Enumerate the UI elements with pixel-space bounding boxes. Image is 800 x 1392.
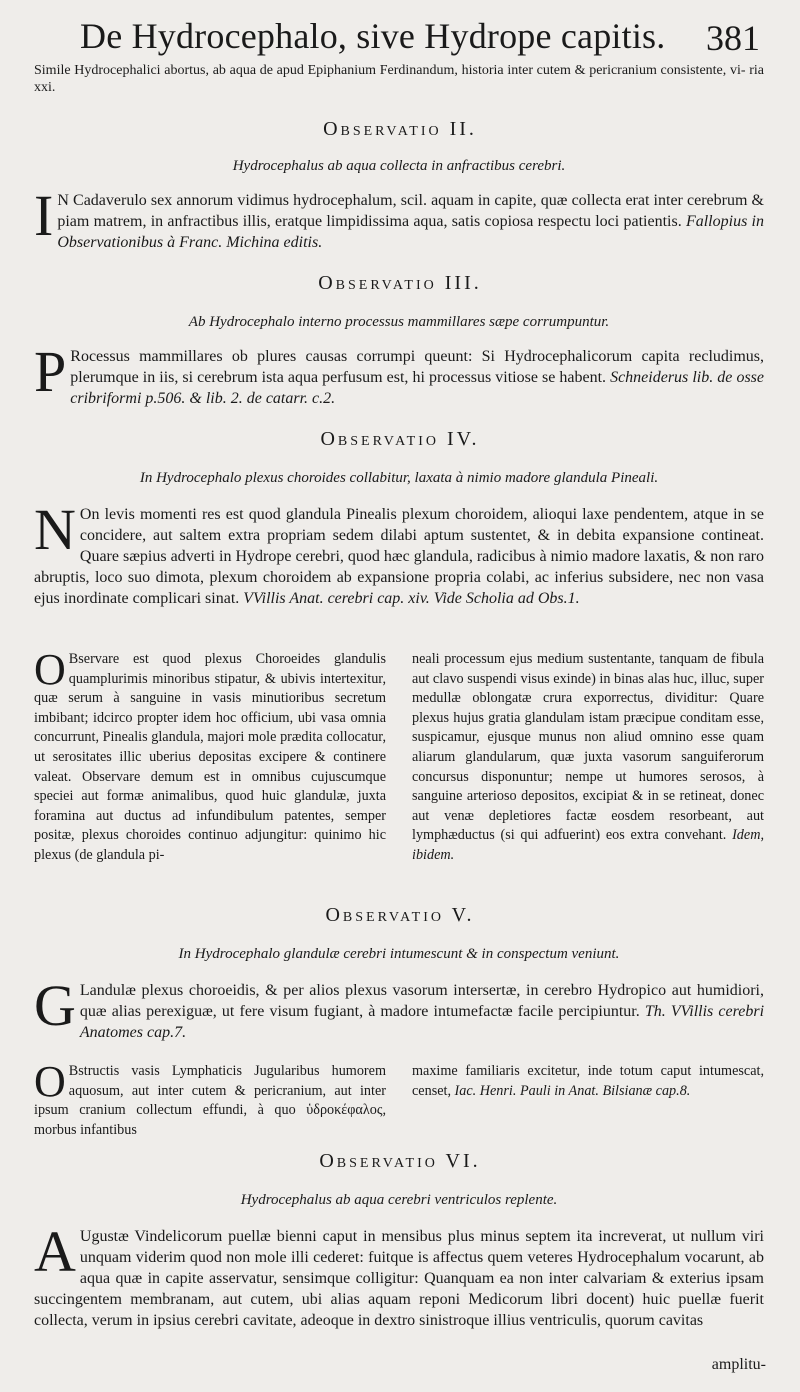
scholia-column-left bbox=[34, 645, 386, 866]
observatio-6-subtitle: Hydrocephalus ab aqua cerebri ventriculos replente. bbox=[240, 1192, 558, 1208]
observatio-4-paragraph bbox=[34, 497, 764, 609]
drop-cap: G bbox=[34, 973, 76, 1038]
running-title: De Hydrocephalo, sive Hydrope capitis. bbox=[80, 16, 666, 56]
observatio-5-scholia bbox=[34, 1057, 764, 1140]
observatio-5-paragraph bbox=[34, 973, 765, 1043]
drop-cap: O bbox=[34, 1057, 66, 1106]
citation: VVillis Anat. cerebri cap. xiv. Vide Scholia ad Obs.1. bbox=[243, 590, 580, 607]
catchword: amplitu- bbox=[711, 1356, 766, 1373]
drop-cap: O bbox=[34, 645, 66, 694]
scholia-column-left bbox=[34, 1057, 386, 1140]
page-number: 381 bbox=[706, 18, 760, 58]
paragraph-text: On levis momenti res est quod glandula Pinealis plexum choroidem, alioqui laxe pendentem, atque in se concidere, aut saltem extra propriam sedem dilabi aptum sustentet, & in debita expansione contineat. Quare sæpius adverti in Hydrope cerebri, quod hæc glandula, radicibus à nimio madore laxatis, & non raro abruptis, loco suo dimota, plexum choroidem ab expansione propria colabi, ac inferius subsidere, nec non vasa ejus inordinate complicari sinat. bbox=[34, 506, 764, 607]
observatio-3-paragraph bbox=[34, 339, 765, 409]
observatio-2-subtitle: Hydrocephalus ab aqua collecta in anfractibus cerebri. bbox=[232, 158, 566, 174]
paragraph-text: Ugustæ Vindelicorum puellæ bienni caput in mensibus plus minus septem ita increverat, ut nullum viri unquam viderim quod non mole illi cederet: fuitque is affectus quem veteres Hydrocephalum vocarunt, ab aqua quæ in capite asservatur, sensimque colligitur: Quanquam ea non inter calvariam & exterius ipsam succingentem membranam, aut cutem, ubi alias aquam reponi Medicorum libri docent) huic puellæ fuerit collecta, verum in ipsius cerebri cavitate, adeoque in dextro sinistroque illius ventriculis, quorum cavitas bbox=[34, 1228, 764, 1329]
citation: Idem, ibidem. bbox=[412, 827, 764, 863]
drop-cap: N bbox=[34, 497, 76, 562]
observatio-5-subtitle: In Hydrocephalo glandulæ cerebri intumescunt & in conspectum veniunt. bbox=[178, 946, 620, 962]
observatio-4-scholia bbox=[34, 645, 764, 866]
page-header bbox=[40, 10, 760, 62]
prelude-text: Simile Hydrocephalici abortus, ab aqua de apud Epiphanium Ferdinandum, historia inter cutem & pericranium consistente, vi- ria xxi. bbox=[34, 63, 764, 95]
scholia-column-right bbox=[412, 1062, 764, 1140]
citation: Iac. Henri. Pauli in Anat. Bilsianæ cap.8. bbox=[454, 1082, 691, 1099]
paragraph-text: N Cadaverulo sex annorum vidimus hydrocephalum, scil. aquam in capite, quæ collecta erat inter cerebrum & piam matrem, in anfractibus illis, eratque limpidissima aqua, satis copiosa respectu loci patientis. bbox=[57, 192, 764, 230]
observatio-3-heading: Observatio III. bbox=[318, 272, 482, 294]
drop-cap: A bbox=[34, 1219, 76, 1284]
observatio-6-paragraph bbox=[34, 1219, 764, 1331]
citation: Fallopius in Observationibus à Franc. Michina editis. bbox=[57, 213, 764, 251]
scholia-text: Bservare est quod plexus Choroeides glandulis quamplurimis minoribus stipatur, & ubivis intertexitur, quæ serum à sanguine in vasis minutioribus secretum imbibant; idcirco propter idem hoc officium, ubi vasa omnia concurrunt, Pinealis glandula, majori mole prædita collocatur, ut serositates illic uberius depositas excipere & continere valeat. Observare demum est in omnibus cujuscumque speciei aut formæ animalibus, quod huic glandulæ, juxta foramina aut ductus ad infundibulum patentes, semper positæ, plexus choroides continuo adjungitur: quinimo hic plexus (de glandula pi- bbox=[34, 651, 386, 863]
observatio-4-subtitle: In Hydrocephalo plexus choroides collabitur, laxata à nimio madore glandula Pineali. bbox=[139, 470, 659, 486]
observatio-2-paragraph bbox=[34, 183, 764, 253]
observatio-3-subtitle: Ab Hydrocephalo interno processus mammillares sæpe corrumpuntur. bbox=[188, 314, 610, 330]
observatio-6-heading: Observatio VI. bbox=[319, 1150, 481, 1172]
paragraph-text: Landulæ plexus choroeidis, & per alios plexus vasorum intersertæ, in cerebro Hydropico aut humidiori, quæ alias perexiguæ, ut fere visum fugiant, à madore intumefactæ facile percipiuntur. bbox=[79, 982, 764, 1020]
scholia-text: maxime familiaris excitetur, inde totum caput intumescat, censet, bbox=[412, 1063, 764, 1099]
scholia-text: Bstructis vasis Lymphaticis Jugularibus humorem aquosum, aut inter cutem & pericranium, aut inter ipsum cranium collectum effundi, à quo ὑδροκέφαλος, morbus infantibus bbox=[34, 1063, 386, 1138]
observatio-4-heading: Observatio IV. bbox=[320, 428, 480, 450]
citation: Schneiderus lib. de osse cribriformi p.506. & lib. 2. de catarr. c.2. bbox=[70, 369, 765, 407]
citation: Th. VVillis cerebri Anatomes cap.7. bbox=[79, 1003, 765, 1041]
observatio-2-heading: Observatio II. bbox=[323, 118, 477, 140]
drop-cap: P bbox=[34, 339, 67, 404]
scholia-text: neali processum ejus medium sustentante, tanquam de fibula aut clavo suspendi visus exinde) in binas alas huc, illuc, super medullæ oblongatæ crura exporrectus, dividitur: Quare plexus hujus gratia glandulam istam præcipue conditam esse, suspicamur, ejusque munus non aliud omnino esse quam aliarum glandularum, quæ juxta vasorum sanguiferorum concursus disponuntur; nempe ut humores serosos, à sanguine arterioso depositos, excipiat & in se retineat, donec aut venæ depletiores factæ eosdem resorbeant, aut lymphæductus (si qui adfuerint) eos extra convehant. bbox=[412, 651, 764, 844]
observatio-5-heading: Observatio V. bbox=[325, 904, 475, 926]
paragraph-text: Rocessus mammillares ob plures causas corrumpi queunt: Si Hydrocephalicorum capita recludimus, plerumque in iis, si cerebrum ista aqua perfusum est, hi processus vitiose se habent. bbox=[70, 348, 764, 386]
drop-cap: I bbox=[34, 183, 54, 248]
scholia-column-right bbox=[412, 650, 764, 866]
